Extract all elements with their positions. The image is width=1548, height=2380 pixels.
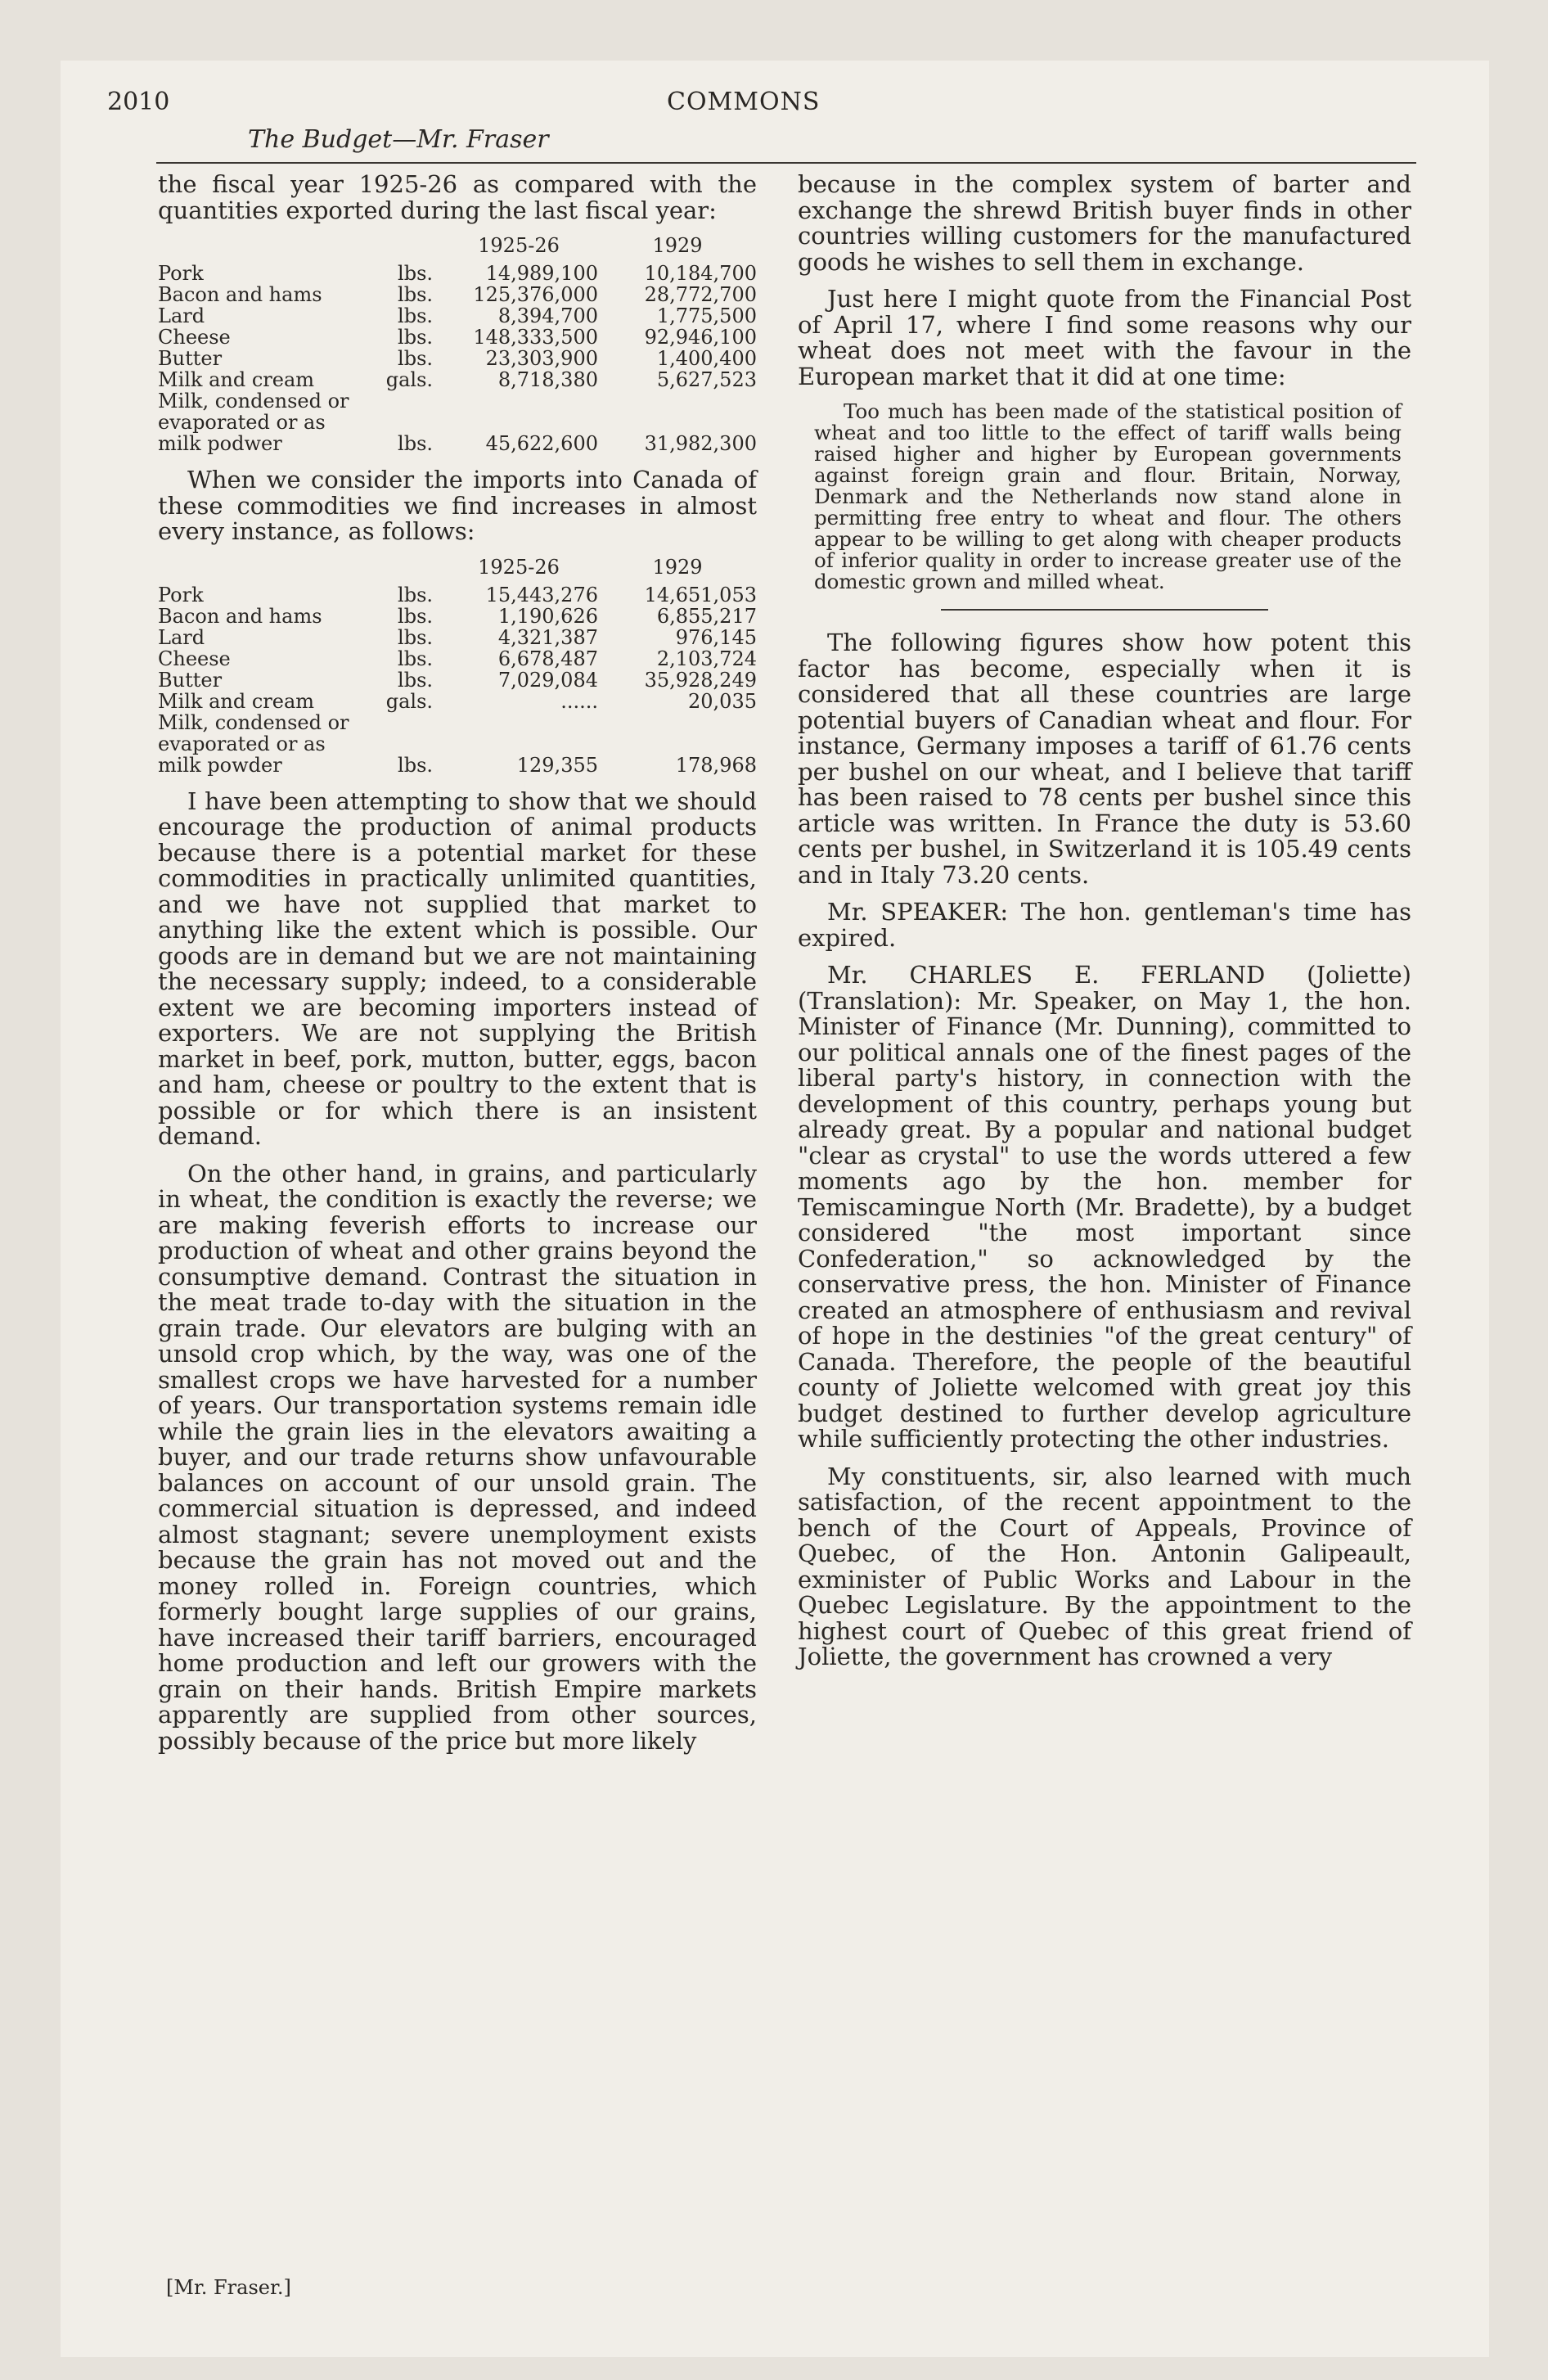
row-label: milk podwer xyxy=(158,432,282,455)
table-row xyxy=(158,691,757,712)
row-label: Bacon and hams xyxy=(158,283,322,306)
row-label: Milk and cream xyxy=(158,689,315,713)
row-unit: lbs. xyxy=(398,326,434,349)
row-label: Cheese xyxy=(158,647,231,670)
row-value: 92,946,100 xyxy=(644,326,757,349)
row-value: 6,678,487 xyxy=(497,647,598,670)
table-row xyxy=(158,390,757,454)
body-paragraph: Just here I might quote from the Financial Post of April 17, where I find some reasons why our wheat does not meet with the favour in the European market that it did at one time: xyxy=(798,285,1411,390)
body-paragraph: I have been attempting to show that we should encourage the production of animal products because there is a potential market for these commodities in practically unlimited quantities, and we have not supplied that market to anything like the extent which is possible. Our goods are in demand but we are not maintaining the necessary supply; indeed, to a considerable extent we are becoming importers instead of exporters. We are not supplying the British market in beef, pork, mutton, butter, eggs, bacon and ham, cheese or poultry to the extent that is possible or for which there is an insistent demand. xyxy=(158,787,757,1150)
row-value: 5,627,523 xyxy=(656,368,757,391)
body-paragraph: because in the complex system of barter and exchange the shrewd British buyer finds in other countries willing customers for the manufactured goods he wishes to sell them in exchange. xyxy=(798,170,1411,276)
table-row xyxy=(158,284,757,305)
column-header: 1929 xyxy=(652,555,703,579)
row-label: Butter xyxy=(158,347,223,370)
row-unit: lbs. xyxy=(398,625,434,649)
row-value: 28,772,700 xyxy=(644,283,757,306)
table-header-row xyxy=(158,235,757,263)
row-value: 15,443,276 xyxy=(485,583,598,606)
row-value: 23,303,900 xyxy=(485,347,598,370)
table-row xyxy=(158,369,757,390)
row-unit: lbs. xyxy=(398,283,434,306)
body-paragraph: Mr. SPEAKER: The hon. gentleman's time has expired. xyxy=(798,898,1411,952)
row-unit: gals. xyxy=(385,368,434,391)
row-value: 7,029,084 xyxy=(497,668,598,692)
table-row xyxy=(158,648,757,669)
row-value: 31,982,300 xyxy=(644,432,757,455)
running-head: The Budget—Mr. Fraser xyxy=(248,125,549,154)
row-unit: lbs. xyxy=(398,647,434,670)
row-value: 10,184,700 xyxy=(644,262,757,285)
row-value: 35,928,249 xyxy=(644,668,757,692)
row-value: 45,622,600 xyxy=(485,432,598,455)
row-unit: lbs. xyxy=(398,583,434,606)
right-column xyxy=(798,172,1411,1682)
row-label: Bacon and hams xyxy=(158,604,322,628)
row-value: 2,103,724 xyxy=(656,647,757,670)
row-unit: lbs. xyxy=(398,347,434,370)
row-unit: lbs. xyxy=(398,604,434,628)
body-paragraph: Mr. CHARLES E. FERLAND (Joliette) (Translation): Mr. Speaker, on May 1, the hon. Minister of Finance (Mr. Dunning), committed to our political annals one of the finest pages of the liberal party's history, in connection with the development of this country, perhaps young but already great. By a popular and national budget "clear as crystal" to use the words uttered a few moments ago by the hon. member for Temiscamingue North (Mr. Bradette), by a budget considered "the most important since Confederation," so acknowledged by the conservative press, the hon. Minister of Finance created an atmosphere of enthusiasm and revival of hope in the destinies "of the great century" of Canada. Therefore, the people of the beautiful county of Joliette welcomed with great joy this budget destined to further develop agriculture while sufficiently protecting the other industries. xyxy=(798,961,1411,1453)
row-unit: gals. xyxy=(385,689,434,713)
row-value: 8,394,700 xyxy=(497,304,598,327)
row-label: evaporated or as xyxy=(158,411,326,434)
row-label: Lard xyxy=(158,625,205,649)
body-paragraph: My constituents, sir, also learned with much satisfaction, of the recent appointment to the bench of the Court of Appeals, Province of Quebec, of the Hon. Antonin Galipeault, exminister of Public Works and Labour in the Quebec Legislature. By the appointment to the highest court of Quebec of this great friend of Joliette, the government has crowned a very xyxy=(798,1462,1411,1670)
row-unit: lbs. xyxy=(398,262,434,285)
column-header: 1929 xyxy=(652,234,703,257)
row-label: Lard xyxy=(158,304,205,327)
row-label: Cheese xyxy=(158,326,231,349)
row-value: ...... xyxy=(560,689,598,713)
row-value: 20,035 xyxy=(688,689,757,713)
row-value: 14,989,100 xyxy=(485,262,598,285)
row-label: Milk, condensed or xyxy=(158,710,349,734)
row-value: 8,718,380 xyxy=(497,368,598,391)
row-label: Milk and cream xyxy=(158,368,315,391)
left-column xyxy=(158,172,757,1765)
row-value: 129,355 xyxy=(516,753,598,777)
table-row xyxy=(158,348,757,369)
exports-table xyxy=(158,235,757,454)
row-label: Butter xyxy=(158,668,223,692)
row-unit: lbs. xyxy=(398,753,434,777)
row-value: 125,376,000 xyxy=(473,283,598,306)
row-value: 4,321,387 xyxy=(497,625,598,649)
row-label: milk powder xyxy=(158,753,282,777)
column-header: 1925-26 xyxy=(478,555,560,579)
quote-divider xyxy=(941,609,1268,611)
row-value: 976,145 xyxy=(675,625,757,649)
row-value: 14,651,053 xyxy=(644,583,757,606)
body-paragraph: The following figures show how potent this factor has become, especially when it is considered that all these countries are large potential buyers of Canadian wheat and flour. For instance, Germany imposes a tariff of 61.76 cents per bushel on our wheat, and I believe that tariff has been raised to 78 cents per bushel since this article was written. In France the duty is 53.60 cents per bushel, in Switzerland it is 105.49 cents and in Italy 73.20 cents. xyxy=(798,629,1411,889)
body-paragraph: On the other hand, in grains, and particularly in wheat, the condition is exactly the reverse; we are making feverish efforts to increase our production of wheat and other grains beyond the consumptive demand. Contrast the situation in the meat trade to-day with the situation in the grain trade. Our elevators are bulging with an unsold crop which, by the way, was one of the smallest crops we have harvested for a number of years. Our transportation systems remain idle while the grain lies in the elevators awaiting a buyer, and our trade returns show unfavourable balances on account of our unsold grain. The commercial situation is depressed, and indeed almost stagnant; severe unemployment exists because the grain has not moved out and the money rolled in. Foreign countries, which formerly bought large supplies of our grains, have increased their tariff barriers, encouraged home production and left our growers with the grain on their hands. British Empire markets apparently are supplied from other sources, possibly because of the price but more likely xyxy=(158,1159,757,1755)
row-value: 1,775,500 xyxy=(656,304,757,327)
row-unit: lbs. xyxy=(398,432,434,455)
table-row xyxy=(158,305,757,327)
intro-paragraph: the fiscal year 1925-26 as compared with the quantities exported during the last fiscal year: xyxy=(158,170,757,224)
row-value: 6,855,217 xyxy=(656,604,757,628)
row-value: 148,333,500 xyxy=(473,326,598,349)
table-row xyxy=(158,584,757,606)
header-rule xyxy=(156,162,1416,164)
row-unit: lbs. xyxy=(398,668,434,692)
page-header-title: COMMONS xyxy=(667,88,821,116)
page-number: 2010 xyxy=(107,88,170,116)
table-row xyxy=(158,327,757,348)
row-value: 1,400,400 xyxy=(656,347,757,370)
row-label: evaporated or as xyxy=(158,732,326,755)
speaker-footnote: [Mr. Fraser.] xyxy=(166,2276,291,2299)
table-header-row xyxy=(158,557,757,584)
row-value: 1,190,626 xyxy=(497,604,598,628)
row-value: 178,968 xyxy=(675,753,757,777)
table-row xyxy=(158,606,757,627)
column-header: 1925-26 xyxy=(478,234,560,257)
table-row xyxy=(158,712,757,776)
row-label: Milk, condensed or xyxy=(158,390,349,412)
row-label: Pork xyxy=(158,583,204,606)
imports-table xyxy=(158,557,757,776)
row-label: Pork xyxy=(158,262,204,285)
imports-intro-paragraph: When we consider the imports into Canada of these commodities we find increases in almost every instance, as follows: xyxy=(158,466,757,545)
block-quote: Too much has been made of the statistical position of wheat and too little to the effect of tariff walls being raised higher and higher by European governments against foreign grain and flour. Britain, Norway, Denmark and the Netherlands now stand alone in permitting free entry to wheat and flour. The others appear to be willing to get along with cheaper products of inferior quality in order to increase greater use of the domestic grown and milled wheat. xyxy=(814,399,1402,593)
row-unit: lbs. xyxy=(398,304,434,327)
table-row xyxy=(158,669,757,691)
table-row xyxy=(158,627,757,648)
table-row xyxy=(158,263,757,284)
